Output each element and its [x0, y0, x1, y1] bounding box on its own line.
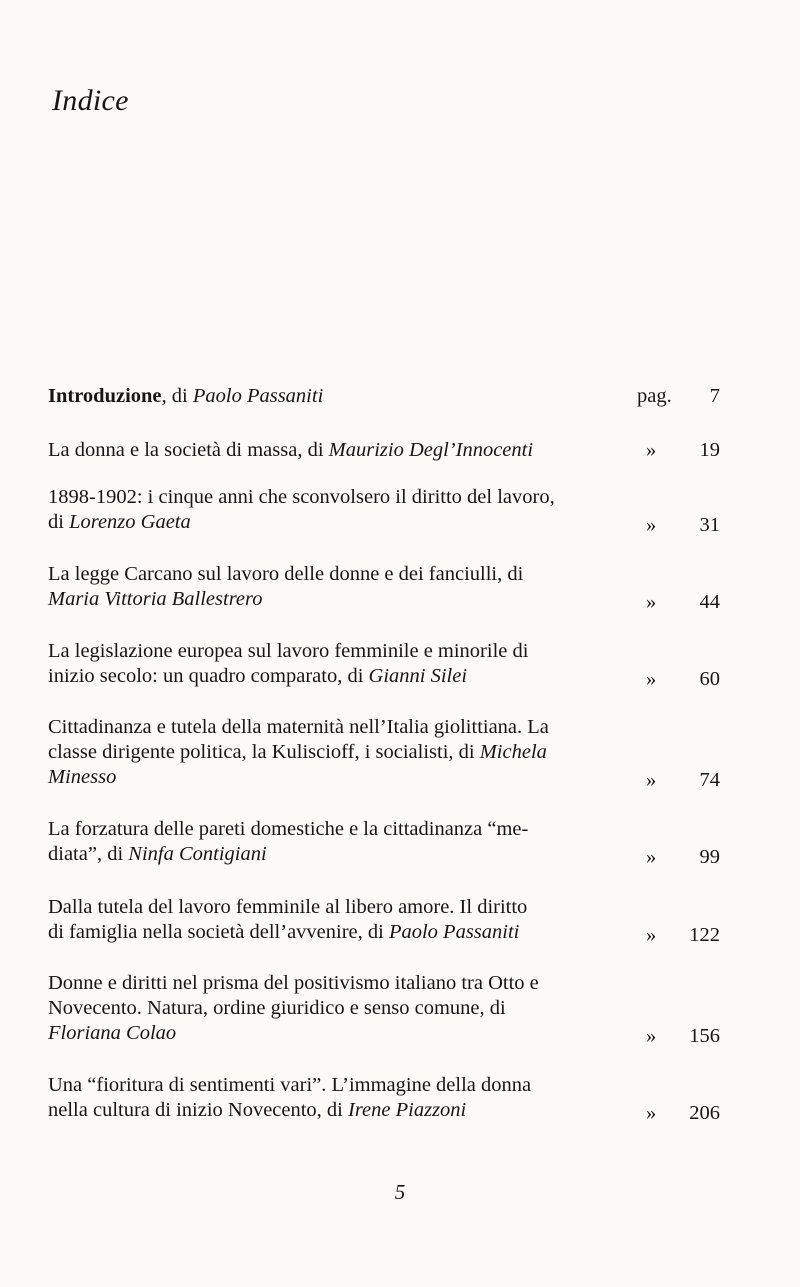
toc-entry-line — [48, 895, 588, 920]
toc-entry-title — [48, 485, 588, 535]
title-text: di famiglia nella società dell’avvenire, di — [48, 921, 389, 943]
page-reference: 99 — [699, 846, 720, 868]
page-reference: 7 — [709, 385, 720, 407]
page-marker: » — [646, 514, 657, 536]
toc-entry-line — [48, 1098, 588, 1123]
toc-entry-title — [48, 1073, 588, 1123]
page-reference: 74 — [699, 769, 720, 791]
page-marker: » — [646, 668, 657, 690]
toc-entry-line — [48, 740, 588, 765]
toc-entry-line — [48, 715, 588, 740]
page-number: 5 — [394, 1180, 406, 1204]
page-marker: » — [646, 769, 657, 791]
page-reference: 19 — [699, 439, 720, 461]
author-name: Irene Piazzoni — [348, 1099, 467, 1121]
toc-entry-title — [48, 971, 588, 1046]
page-marker: » — [646, 591, 657, 613]
title-text: , di — [161, 385, 193, 407]
page-reference: 156 — [689, 1025, 720, 1047]
toc-entry-line — [48, 510, 588, 535]
title-text: inizio secolo: un quadro comparato, di — [48, 665, 369, 687]
author-name: Paolo Passaniti — [192, 385, 324, 407]
author-name: Floriana Colao — [48, 1022, 177, 1044]
title-text: La legislazione europea sul lavoro femminile e minorile di — [48, 640, 529, 662]
page-marker: » — [646, 1025, 657, 1047]
title-text: diata”, di — [48, 843, 129, 865]
toc-entry — [48, 715, 728, 790]
author-name: Michela — [479, 741, 547, 763]
toc-entry-line — [48, 971, 588, 996]
toc-entry-title — [48, 384, 588, 409]
page-reference: 122 — [689, 924, 720, 946]
toc-entry-title — [48, 562, 588, 612]
title-text: Cittadinanza e tutela della maternità nell’Italia giolittiana. La — [48, 716, 549, 738]
author-name: Minesso — [48, 766, 117, 788]
page-reference: 206 — [689, 1102, 720, 1124]
author-name: Maria Vittoria Ballestrero — [48, 588, 263, 610]
page-marker: » — [646, 439, 657, 461]
title-text: Una “fioritura di sentimenti vari”. L’immagine della donna — [48, 1074, 532, 1096]
toc-entry-line — [48, 765, 588, 790]
toc-entry-line — [48, 817, 588, 842]
title-text: La legge Carcano sul lavoro delle donne e dei fanciulli, di — [48, 563, 524, 585]
toc-entry-line — [48, 384, 588, 409]
toc-entry — [48, 384, 728, 409]
toc-entry-line — [48, 587, 588, 612]
title-text: classe dirigente politica, la Kuliscioff, i socialisti, di — [48, 741, 480, 763]
toc-entry-title — [48, 438, 588, 463]
toc-entry — [48, 438, 728, 463]
toc-entry-line — [48, 1021, 588, 1046]
toc-entry-title — [48, 817, 588, 867]
toc-entry — [48, 1073, 728, 1123]
toc-entry — [48, 817, 728, 867]
page-marker: » — [646, 924, 657, 946]
title-text: 1898-1902: i cinque anni che sconvolsero il diritto del lavoro, — [48, 486, 555, 508]
toc-entry-title — [48, 715, 588, 790]
toc-entry-line — [48, 639, 588, 664]
title-text: La donna e la società di massa, di — [48, 439, 329, 461]
toc-entry-line — [48, 438, 588, 463]
title-text: La forzatura delle pareti domestiche e la cittadinanza “me- — [48, 818, 529, 840]
toc-entry — [48, 485, 728, 535]
index-heading: Indice — [52, 84, 129, 117]
toc-entry — [48, 639, 728, 689]
title-text: di — [48, 511, 70, 533]
toc-entry-line — [48, 996, 588, 1021]
title-text: Dalla tutela del lavoro femminile al libero amore. Il diritto — [48, 896, 528, 918]
page-reference: 60 — [699, 668, 720, 690]
page-marker: pag. — [637, 385, 672, 407]
page-reference: 44 — [699, 591, 720, 613]
page-marker: » — [646, 846, 657, 868]
toc-entry-line — [48, 920, 588, 945]
author-name: Maurizio Degl’Innocenti — [328, 439, 534, 461]
toc-entry-line — [48, 1073, 588, 1098]
toc-entry-line — [48, 485, 588, 510]
title-text: nella cultura di inizio Novecento, di — [48, 1099, 349, 1121]
author-name: Paolo Passaniti — [388, 921, 520, 943]
toc-entry-line — [48, 562, 588, 587]
toc-entry — [48, 971, 728, 1046]
page-reference: 31 — [699, 514, 720, 536]
title-text: Novecento. Natura, ordine giuridico e senso comune, di — [48, 997, 506, 1019]
toc-entry — [48, 562, 728, 612]
author-name: Ninfa Contigiani — [128, 843, 267, 865]
author-name: Lorenzo Gaeta — [69, 511, 191, 533]
author-name: Gianni Silei — [368, 665, 468, 687]
toc-entry-title — [48, 639, 588, 689]
section-title: Introduzione — [48, 385, 162, 407]
toc-entry-line — [48, 842, 588, 867]
toc-entry — [48, 895, 728, 945]
toc-entry-title — [48, 895, 588, 945]
title-text: Donne e diritti nel prisma del positivismo italiano tra Otto e — [48, 972, 539, 994]
page-marker: » — [646, 1102, 657, 1124]
toc-entry-line — [48, 664, 588, 689]
